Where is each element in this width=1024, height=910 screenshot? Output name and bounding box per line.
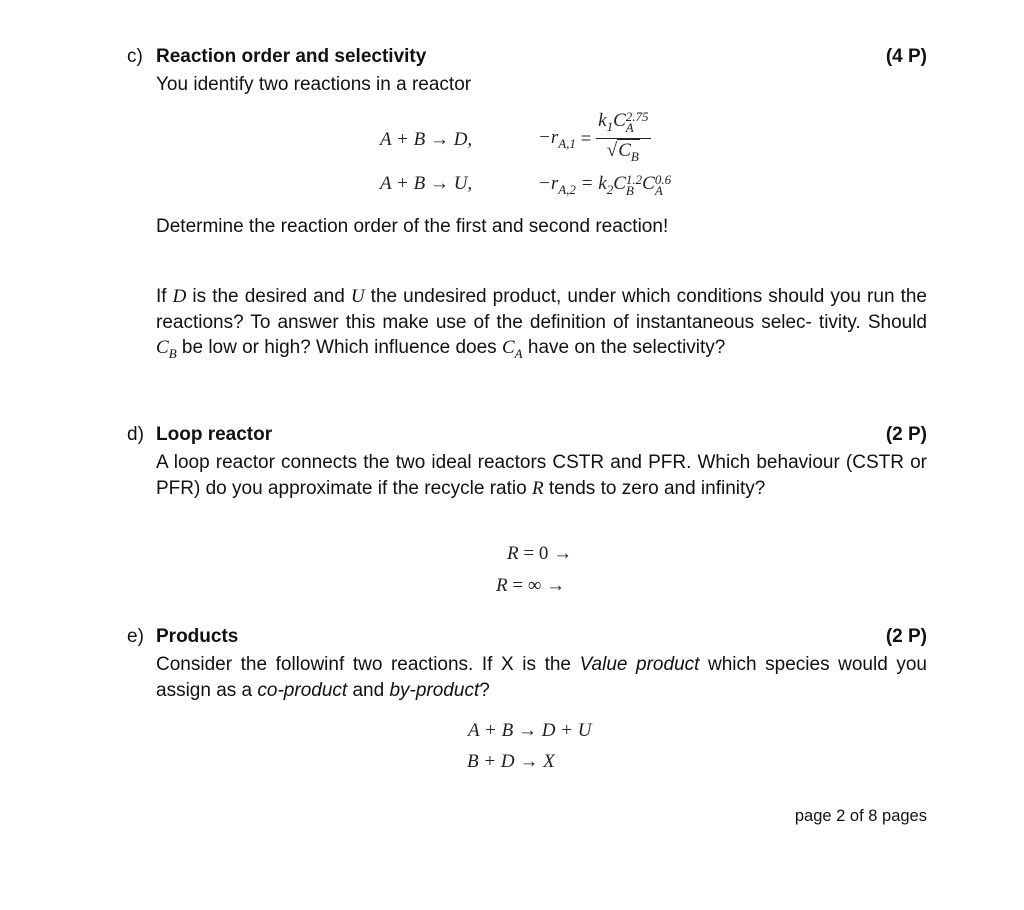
section-e-letter: e) <box>127 626 144 647</box>
section-e <box>127 626 927 703</box>
section-e-text: Consider the followinf two reactions. If X is the Value product which species would you assign as a co-product and by-product? <box>156 654 927 701</box>
equation-c2-reaction-text: A + B → U, <box>380 173 473 194</box>
equation-c1-fraction <box>596 110 650 169</box>
section-e-header <box>127 626 927 652</box>
section-d-letter: d) <box>127 424 144 445</box>
equation-c2-rate-rhs: = $k_2C$ 1.2 B C 0.6 A <box>580 171 672 198</box>
section-c <box>127 46 927 98</box>
equation-c1-reaction <box>380 129 472 151</box>
section-c-letter: c) <box>127 46 143 67</box>
equation-d2: R = ∞ → <box>496 575 566 596</box>
equation-c1-numerator: $k_1C$ 2.75 A <box>596 110 650 139</box>
equation-e1: A + B → D + U <box>468 720 592 741</box>
equation-c1-denominator: $√C_B$ <box>606 139 639 164</box>
section-e-points: (2 P) <box>885 626 927 647</box>
section-d-points: (2 P) <box>885 424 927 445</box>
section-c-question2 <box>127 284 927 366</box>
equation-c1-reaction-text: A + B → D, <box>380 129 473 150</box>
page-number: page 2 of 8 pages <box>794 807 927 825</box>
section-c-question1-text: Determine the reaction order of the first and second reaction! <box>156 216 669 237</box>
section-d-header <box>127 424 927 450</box>
equation-e2: B + D → X <box>467 751 555 772</box>
equation-c1-rate <box>538 110 651 169</box>
section-c-points: (4 P) <box>885 46 927 67</box>
section-c-question2-text: If D is the desired and U the undesired product, under which conditions should you run the reactions? To answer this make use of the definition of instantaneous selec- tivity. Should $C_B$ be low or high? Which influence does $C_A$ have on the selectivity? <box>156 286 927 361</box>
section-d-text: A loop reactor connects the two ideal reactors CSTR and PFR. Which behaviour (CSTR or PFR) do you approximate if the recycle ratio R tends to zero and infinity? <box>156 452 927 499</box>
section-d-title: Loop reactor <box>156 424 273 445</box>
section-e-title: Products <box>156 626 239 647</box>
equation-c1-equals: = <box>580 128 592 150</box>
section-c-title: Reaction order and selectivity <box>156 46 427 67</box>
equation-d1: R = 0 → <box>507 543 573 564</box>
equation-c2-rate <box>538 173 671 198</box>
equation-c2-rate-lhs: $-r_{A,2}$ <box>538 173 576 197</box>
section-c-header <box>127 46 927 72</box>
section-d <box>127 424 927 501</box>
section-c-intro: You identify two reactions in a reactor <box>156 74 472 95</box>
equation-c1-rate-lhs: $-r_{A,1}$ <box>538 126 576 151</box>
section-c-question1 <box>127 214 927 240</box>
equation-c2-reaction <box>380 173 472 195</box>
